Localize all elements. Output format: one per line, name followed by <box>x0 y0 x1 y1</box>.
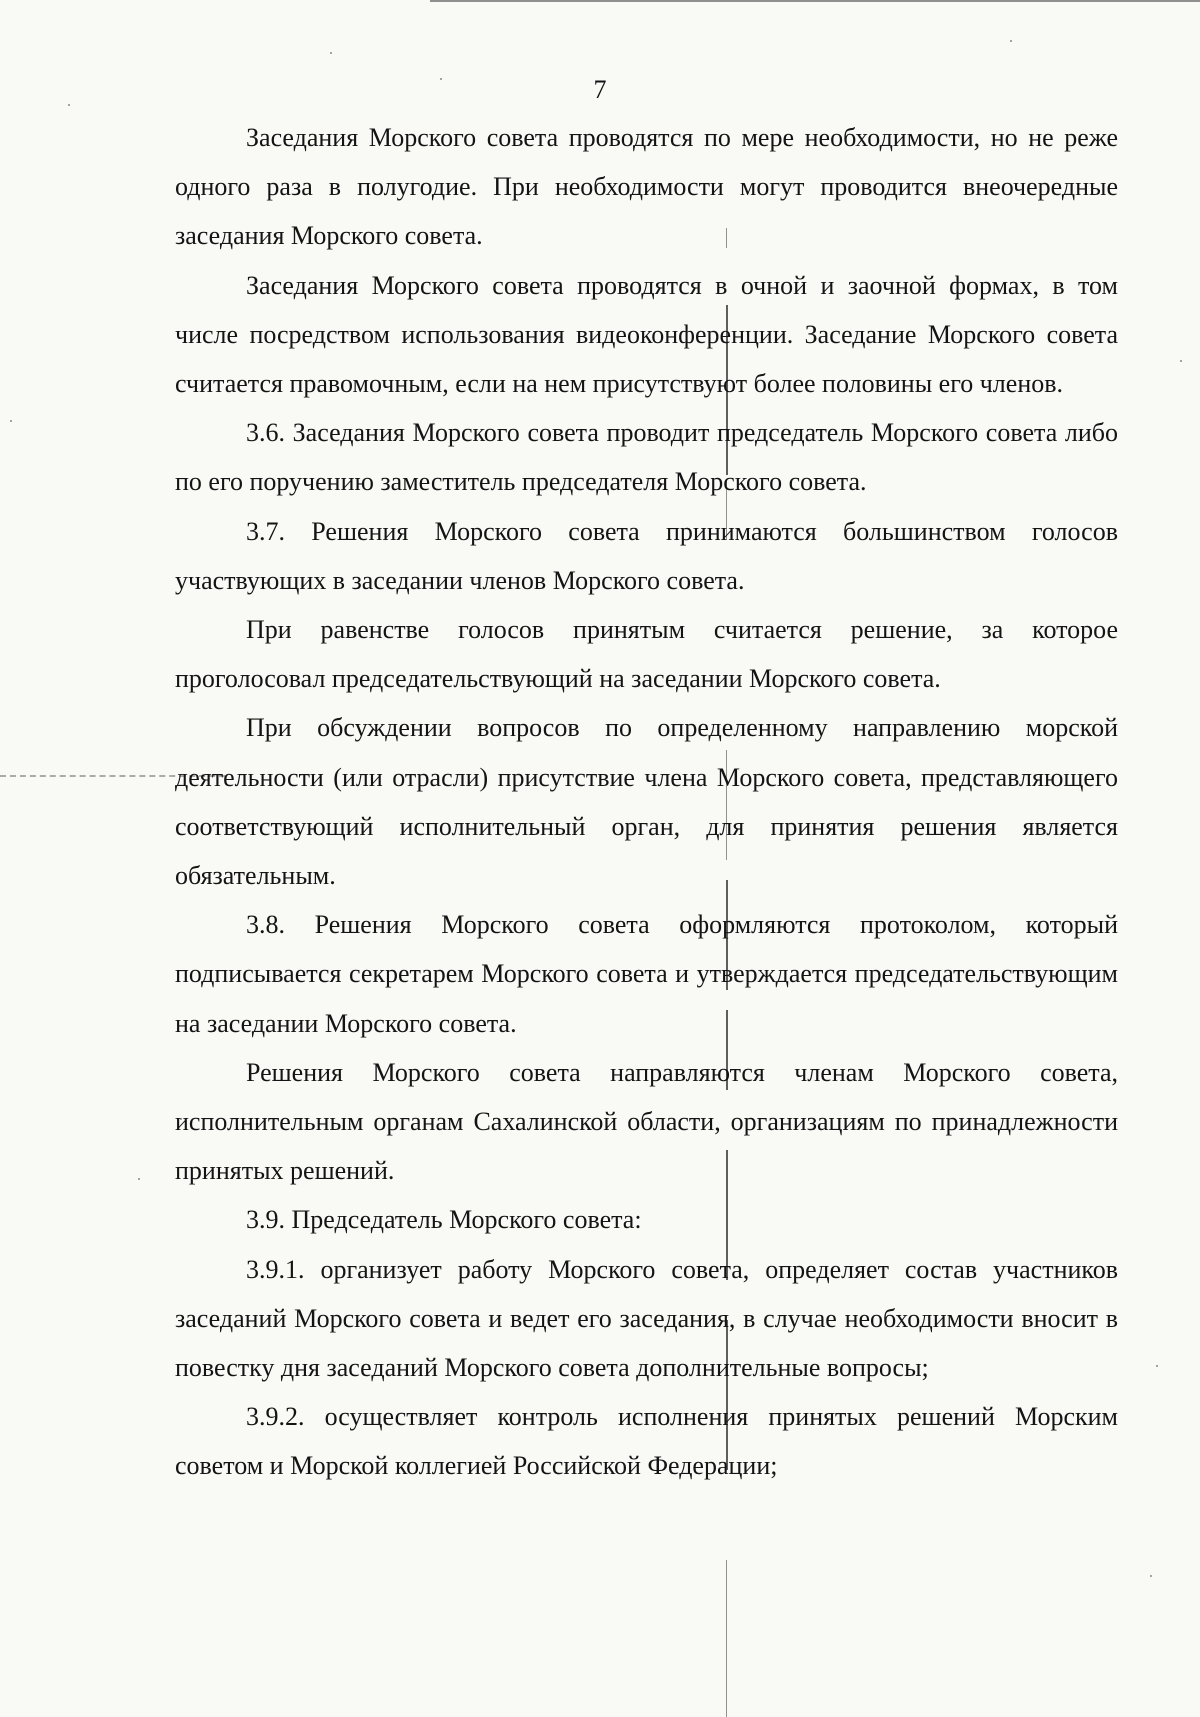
paragraph: 3.8. Решения Морского совета оформляются протоколом, который подписывается секретарем Морского совета и утверждается председательствующим на заседании Морского совета. <box>175 910 1118 1038</box>
scan-speck <box>1156 1365 1158 1367</box>
scan-speck <box>330 52 332 54</box>
scan-top-edge <box>430 0 1200 2</box>
paragraph: 3.9. Председатель Морского совета: <box>246 1205 642 1235</box>
document-body <box>175 113 1118 1491</box>
scan-speck <box>138 1178 140 1180</box>
paragraph: Заседания Морского совета проводятся по мере необходимости, но не реже одного раза в полугодие. При необходимости могут проводится внеочередные заседания Морского совета. <box>175 123 1118 251</box>
paragraph: При обсуждении вопросов по определенному направлению морской деятельности (или отрасли) присутствие члена Морского совета, представляющего соответствующий исполнительный орган, для принятия решения является обязательным. <box>175 713 1118 891</box>
scan-speck <box>10 420 12 422</box>
paragraph: Решения Морского совета направляются членам Морского совета, исполнительным органам Сахалинской области, организациям по принадлежности принятых решений. <box>175 1057 1118 1186</box>
scan-speck <box>1180 360 1182 362</box>
page-number: 7 <box>593 75 607 104</box>
paragraph: 3.9.1. организует работу Морского совета, определяет состав участников заседаний Морского совета и ведет его заседания, в случае необходимости вносит в повестку дня заседаний Морского совета дополнительные вопросы; <box>175 1254 1118 1383</box>
scan-fold-line <box>726 1560 727 1717</box>
paragraph: 3.7. Решения Морского совета принимаются большинством голосов участвующих в заседании членов Морского совета. <box>175 516 1118 595</box>
paragraph: 3.6. Заседания Морского совета проводит председатель Морского совета либо по его поручению заместитель председателя Морского совета. <box>175 418 1118 497</box>
paragraph: 3.9.2. осуществляет контроль исполнения принятых решений Морским советом и Морской коллегией Российской Федерации; <box>175 1402 1118 1481</box>
scan-speck <box>1010 40 1012 42</box>
paragraph: При равенстве голосов принятым считается решение, за которое проголосовал председательствующий на заседании Морского совета. <box>175 615 1118 694</box>
scan-speck <box>1150 1575 1152 1577</box>
paragraph: Заседания Морского совета проводятся в очной и заочной формах, в том числе посредством использования видеоконференции. Заседание Морского совета считается правомочным, если на нем присутствуют более половины его членов. <box>175 270 1118 399</box>
